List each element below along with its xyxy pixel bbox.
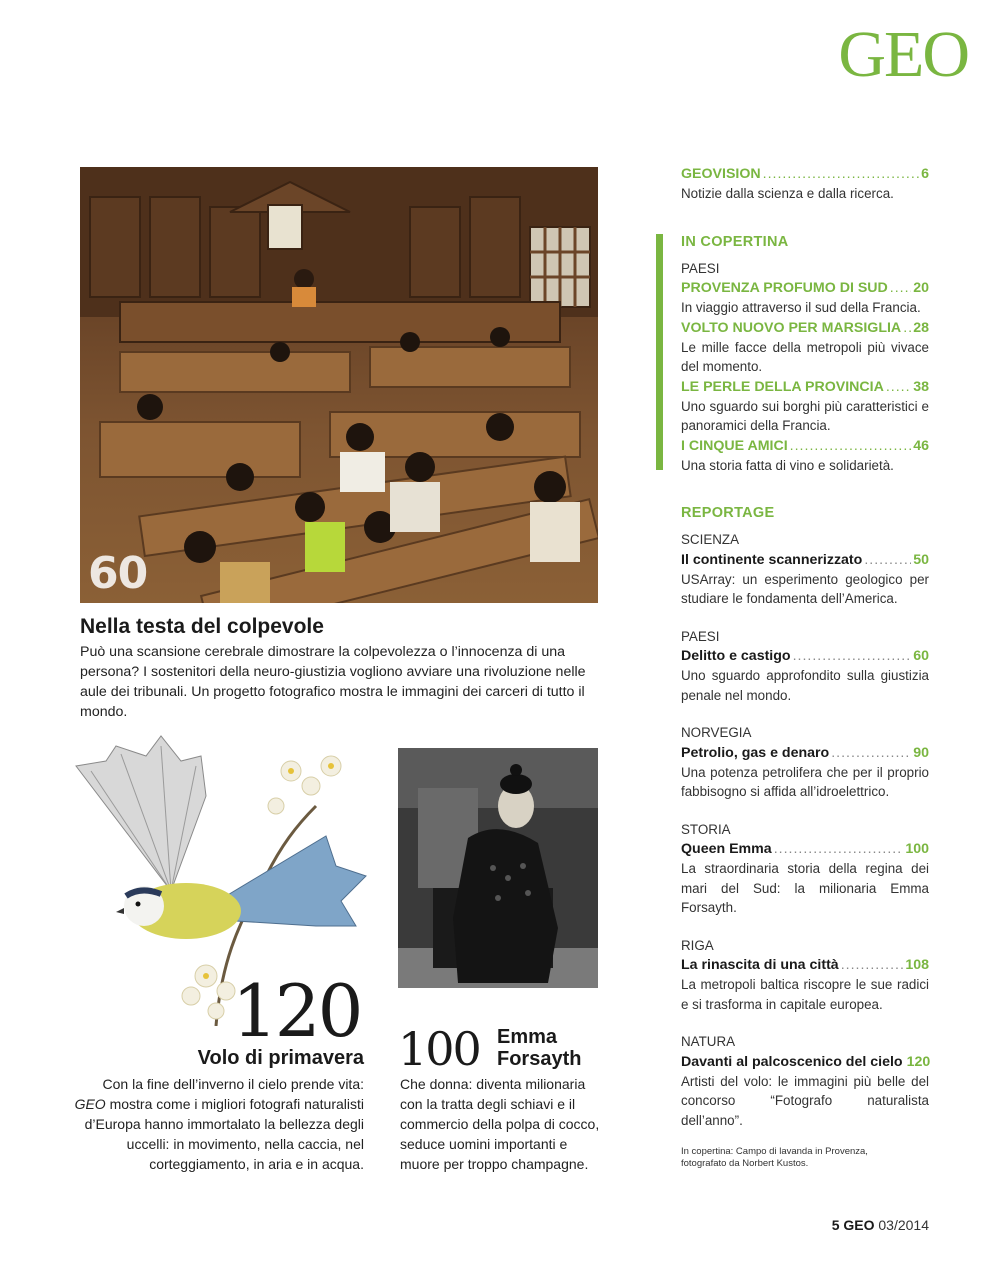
toc-entry-page: 90 [913,744,929,761]
toc-entry-title: Petrolio, gas e denaro [681,744,830,761]
toc-reportage-entry [681,627,929,706]
cover-credit [681,1146,881,1170]
dot-leader [890,278,911,298]
toc-reportage-heading: REPORTAGE [681,505,775,521]
feature-60-page-number: 60 [88,548,148,599]
toc-item-desc: In viaggio attraverso il sud della Francia. [681,300,921,315]
feature-120-body-rest: mostra come i migliori fotografi naturalisti d’Europa hanno immortalato la bellezza degli uccelli: in movimento, nella caccia, nel corteggiamento, in aria e in acqua. [84,1096,364,1172]
toc-cover-heading: IN COPERTINA [681,233,789,250]
toc-entry-title: La rinascita di una città [681,957,839,973]
dot-leader [864,550,911,570]
toc-entry-title: Delitto e castigo [681,648,791,664]
toc-entry-desc: USArray: un esperimento geologico per studiare le fondamenta dell’America. [681,571,929,606]
toc-reportage-entry [681,1032,929,1130]
toc-entry-link[interactable] [681,839,929,859]
dot-leader [831,743,911,763]
toc-item-title: LE PERLE DELLA PROVINCIA [681,378,884,395]
toc-geovision[interactable] [681,164,929,184]
dot-leader [763,164,919,184]
toc-reportage-entry [681,936,929,1015]
toc-entry-page: 108 [905,957,929,973]
dot-leader [903,318,911,338]
toc-item-desc: Le mille facce della metropoli più vivace del momento. [681,339,929,374]
toc-item-desc: Uno sguardo sui borghi più caratteristici e panoramici della Francia. [681,398,929,433]
toc-entry-page: 120 [906,1053,931,1070]
toc-entry-category: NATURA [681,1034,736,1049]
toc-cover-category: PAESI [681,260,720,276]
feature-120-body [74,1074,364,1174]
toc-cover-item[interactable] [681,318,929,338]
toc-entry-desc: Uno sguardo approfondito sulla giustizia penale nel mondo. [681,668,929,703]
toc-item-page: 38 [913,378,929,395]
table-of-contents [681,164,929,1130]
toc-reportage-entry [681,530,929,609]
folio-brand: GEO [843,1217,875,1233]
toc-entry-page: 50 [913,551,929,568]
feature-100-title [497,1026,607,1070]
toc-geovision-desc: Notizie dalla scienza e dalla ricerca. [681,186,894,201]
toc-geovision-page: 6 [921,166,929,182]
toc-item-page: 20 [913,280,929,296]
toc-entry-desc: Una potenza petrolifera che per il proprio fabbisogno si affida all’idroelettrico. [681,764,929,799]
toc-geovision-title: GEOVISION [681,166,761,182]
folio-page: 5 [831,1217,840,1233]
feature-120-title: Volo di primavera [197,1047,364,1069]
feature-120-body-geo: GEO [74,1096,106,1112]
feature-100-body: Che donna: diventa milionaria con la tratta degli schiavi e il commercio della polpa di cocco, seduce uomini importanti e muore per troppo champagne. [400,1076,600,1172]
dot-leader [886,377,911,397]
toc-entry-category: PAESI [681,628,720,644]
feature-100-title-line1: Emma [497,1026,558,1048]
toc-entry-category: SCIENZA [681,532,740,547]
toc-cover-item[interactable] [681,436,929,456]
toc-entry-link[interactable] [681,1052,929,1072]
toc-reportage-entry [681,723,929,802]
feature-60-title: Nella testa del colpevole [80,615,324,638]
toc-item-page: 46 [913,437,929,454]
feature-100-title-line2: Forsayth [497,1048,582,1070]
feature-60-body: Può una scansione cerebrale dimostrare la colpevolezza o l’innocenza di una persona? I sostenitori della neuro-giustizia vogliono avviare una rivoluzione nelle aule dei tribunali. Un progetto fotografico mostra le immagini dei carceri di tutto il mondo. [80,644,586,720]
toc-entry-page: 60 [913,648,929,664]
toc-entry-category: NORVEGIA [681,725,752,740]
toc-item-title: I CINQUE AMICI [681,437,788,454]
toc-item-title: VOLTO NUOVO PER MARSIGLIA [681,319,902,336]
toc-entry-title: Il continente scannerizzato [681,551,863,568]
cover-section-bar [656,234,663,470]
toc-entry-desc: La straordinaria storia della regina dei mari del Sud: la milionaria Emma Forsayth. [681,861,929,915]
toc-item-title: PROVENZA PROFUMO DI SUD [681,280,888,296]
toc-entry-desc: Artisti del volo: le immagini più belle del concorso “Fotografo naturalista dell’anno”. [681,1073,929,1128]
courtroom-photo [80,167,598,603]
dot-leader [793,646,912,666]
folio-issue: 03/2014 [878,1217,929,1233]
toc-entry-title: Queen Emma [681,841,772,857]
dot-leader [774,839,904,859]
dot-leader [790,436,912,456]
toc-reportage-entry [681,820,929,918]
cover-credit-line1: In copertina: Campo di lavanda in Provenza, [681,1146,868,1157]
toc-item-desc: Una storia fatta di vino e solidarietà. [681,457,894,473]
toc-entry-desc: La metropoli baltica riscopre le sue radici e si trasforma in capitale europea. [681,977,929,1012]
toc-entry-link[interactable] [681,646,929,666]
toc-entry-page: 100 [905,841,929,857]
geo-logo: GEO [838,18,968,91]
feature-120-page-number: 120 [232,969,361,1053]
toc-cover-item[interactable] [681,278,929,298]
page-folio [832,1217,929,1233]
courtroom-illustration [80,167,598,603]
cover-credit-line2: fotografato da Norbert Kustos. [681,1158,809,1169]
toc-entry-link[interactable] [681,955,929,975]
toc-entry-category: STORIA [681,821,731,837]
toc-item-page: 28 [913,319,929,336]
toc-entry-title: Davanti al palcoscenico del cielo [681,1053,903,1070]
toc-cover-item[interactable] [681,377,929,397]
toc-entry-link[interactable] [681,550,929,570]
feature-100-page-number: 100 [398,1022,480,1076]
feature-120-body-lead: Con la fine dell’inverno il cielo prende vita: [102,1076,364,1092]
toc-entry-category: RIGA [681,937,714,953]
toc-entry-link[interactable] [681,743,929,763]
emma-forsayth-photo [398,748,598,988]
dot-leader [841,955,904,975]
